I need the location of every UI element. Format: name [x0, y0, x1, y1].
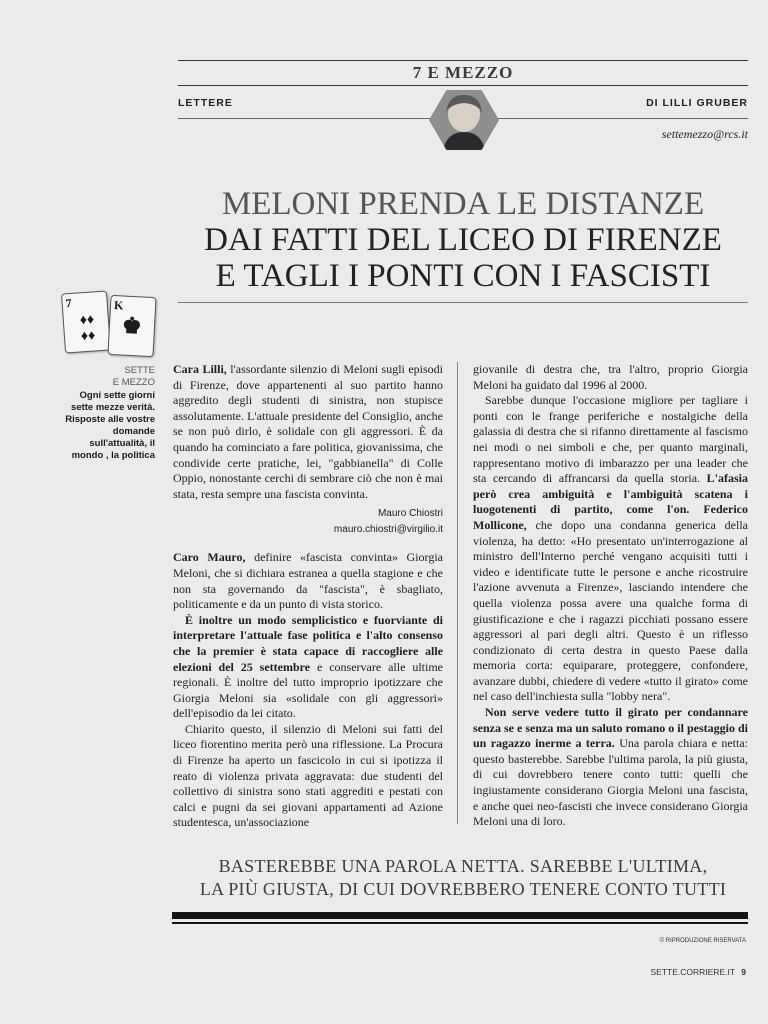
reply-p5-bold: L'afasia però crea ambiguità e l'ambiguità scatena i luogotenenti di partito, come l'on. Federico Mollicone, [473, 471, 748, 532]
reply-paragraph-6 [473, 705, 748, 830]
reply-p5-text-a: Sarebbe dunque l'occasione migliore per tagliare i ponti con le frange periferiche e nostalgiche della galassia di destra che si rifanno direttamente al fascismo nei modi o nei simboli e che, per quanto marginali, rappresentano motivo di imbarazzo per una leader che sta cercando di affrancarsi da quella storia. [473, 393, 748, 486]
reply-paragraph-3: Chiarito questo, il silenzio di Meloni sui fatti del liceo fiorentino merita però una riflessione. La Procura di Firenze ha aperto un fascicolo in cui si ipotizza il reato di violenza privata aggravata: due studenti del collettivo di sinistra sono stati aggrediti e pestati con calci e pugni da sei giovani appartamenti ad Azione studentesca, un'associazione [173, 721, 443, 830]
pull-quote-line-1: BASTEREBBE UNA PAROLA NETTA. SAREBBE L'ULTIMA, [218, 856, 708, 876]
reply-salutation: Caro Mauro, [173, 550, 246, 565]
headline-line-1: MELONI PRENDA LE DISTANZE [221, 186, 705, 222]
reply-p2-bold: È inoltre un modo semplicistico e fuorviante di interpretare l'attuale fase politica e l'alto consenso che la premier è stata capace di raccogliere alle elezioni del 25 settembre [173, 612, 443, 674]
card-king-rank: K [113, 298, 124, 313]
reply-paragraph-2 [173, 613, 443, 722]
reply-p2-text: e conservare alle ultime regionali. È inoltre del tutto improprio ipotizzare che Giorgia Meloni sia «solidale con gli aggressori» dell'episodio da lei citato. [173, 659, 443, 721]
pull-quote-line-2: LA PIÙ GIUSTA, DI CUI DOVREBBERO TENERE CONTO TUTTI [199, 879, 727, 899]
sidebar-description: Ogni sette giorni sette mezze verità. Risposte alle vostre domande sull'attualità, il mondo , la politica [65, 390, 155, 461]
copyright-notice: © RIPRODUZIONE RISERVATA [659, 938, 746, 944]
footer-rule-thin [172, 922, 748, 924]
king-icon: ♚ [121, 312, 143, 339]
footer-rule-thick [172, 912, 748, 919]
right-column [473, 362, 748, 830]
headline-rule [178, 302, 748, 303]
reply-p6-text: Una parola chiara e netta: questo basterebbe. Sarebbe l'ultima parola, la più giusta, di cui dovrebbero tenere conto tutti: quelli che ingiustamente considerano Giorgia Meloni una fascista, e anche quei neo-fascisti che invece considerano Giorgia Meloni una di loro. [473, 736, 748, 829]
pull-quote [178, 855, 748, 901]
letter-salutation: Cara Lilli, [173, 362, 227, 376]
headline [178, 186, 748, 294]
column-title: 7 E MEZZO [412, 63, 514, 82]
reply-p6-bold: Non serve vedere tutto il girato per condannare senza se e senza ma un saluto romano o il pestaggio di un ragazzo inerme a terra. [473, 705, 748, 751]
letter-signature [173, 506, 443, 538]
reply-paragraph-1 [173, 550, 443, 612]
reply-paragraph-4: giovanile di destra che, tra l'altro, proprio Giorgia Meloni ha guidato dal 1996 al 2000. [473, 362, 748, 392]
top-rule [178, 60, 748, 61]
section-label: LETTERE [178, 97, 233, 109]
author-portrait-icon [429, 90, 499, 150]
reader-letter [173, 362, 443, 502]
playing-card-king [107, 295, 156, 357]
sidebar-label [60, 365, 155, 389]
reply-paragraph-5 [473, 393, 748, 705]
headline-line-2: DAI FATTI DEL LICEO DI FIRENZE [204, 222, 722, 258]
page-footer [651, 967, 747, 977]
diamond-icon: ♦♦ ♦♦ [79, 312, 96, 345]
card-seven-rank: 7 [65, 295, 73, 311]
reply-p5-text-b: che dopo una condanna generica della violenza, ha detto: «Ho presentato un'interrogazione al ministro dell'Interno perché vengano acquisiti tutti i video e identificate tutte le persone e anche ricostruire l'azione avvenuta a Firenze», lasciando intendere che quella violenza possa avere una qualche forma di giustificazione e che i ragazzi picchiati possano essere aggressori al pari degli altri. Questo è un riflesso condizionato di certa destra in questo Paese dalla memoria corta: equiparare, proteggere, confondere, avanzare dubbi, chiedere di vedere «tutto il girato» come nel caso dell'inchiesta sulla "lobby nera". [473, 517, 748, 704]
signature-name: Mauro Chiostri [377, 508, 443, 520]
reply-p1-text: definire «fascista convinta» Giorgia Meloni, che si dichiara estranea a quella stagione e che non sta governando da "fascista", è sbagliato, politicamente e da un punto di vista storico. [173, 550, 443, 612]
column-divider [457, 362, 458, 824]
author-avatar [429, 90, 499, 150]
contact-email[interactable]: settemezzo@rcs.it [661, 127, 748, 141]
sidebar-label-line-1: SETTE [124, 365, 155, 376]
headline-line-3: E TAGLI I PONTI CON I FASCISTI [215, 258, 711, 294]
left-column [173, 362, 443, 831]
letter-body: l'assordante silenzio di Meloni sugli episodi di Firenze, dove appartenenti al suo partito hanno aggredito degli studenti di sinistra, non stupisce assolutamente. L'attuale presidente del Consiglio, anche se non può dirlo, è solidale con gli aggressori. È da quando ha cominciato a fare politica, giovanissima, che condivide certe pratiche, lei, "gabbianella" di Colle Oppio, nonostante cerchi di sembrare ciò che non è mai stata, resta sempre una fascista convinta. [173, 362, 443, 501]
title-rule [178, 85, 748, 86]
page-number: 9 [741, 967, 746, 977]
signature-email[interactable]: mauro.chiostri@virgilio.it [333, 524, 443, 536]
footer-site[interactable]: SETTE.CORRIERE.IT [650, 967, 735, 977]
author-byline: DI LILLI GRUBER [646, 97, 748, 109]
playing-card-seven [61, 290, 111, 353]
sidebar-label-line-2: E MEZZO [112, 377, 155, 388]
